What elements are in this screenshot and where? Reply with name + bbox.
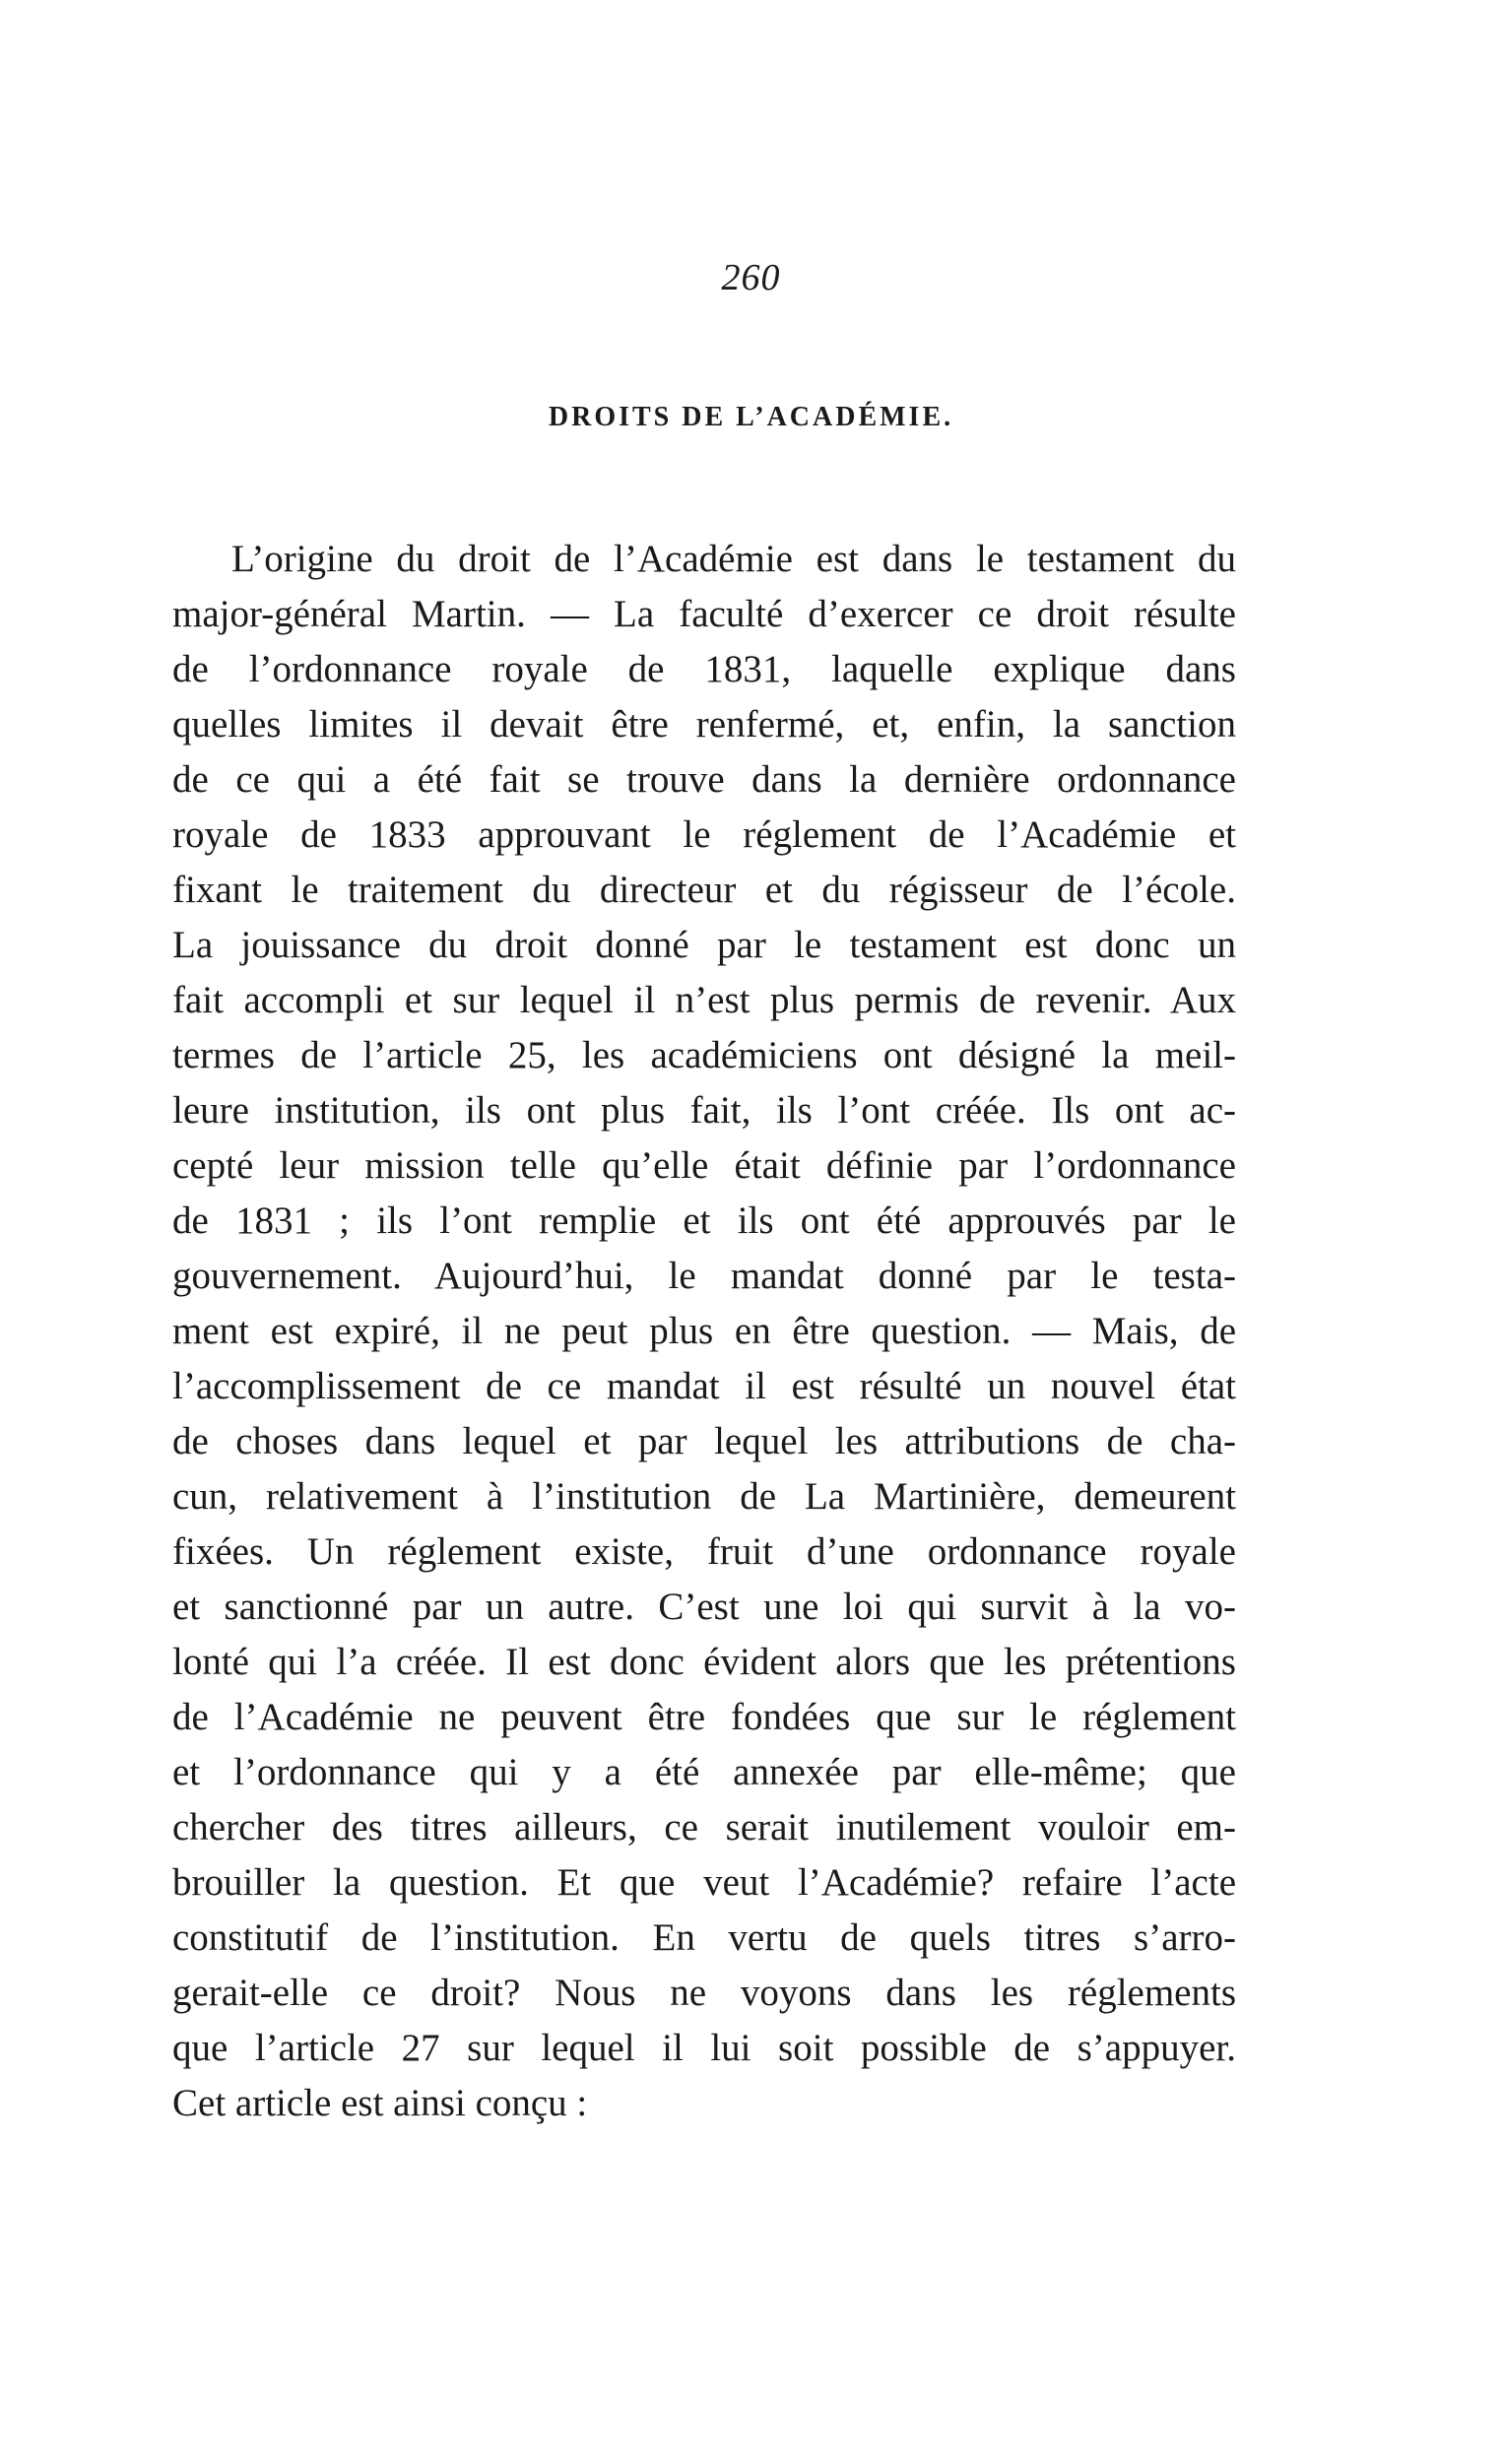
page-number: 260 <box>721 257 781 298</box>
text-line: que l’article 27 sur lequel il lui soit possible de s’appuyer. <box>172 2027 1236 2069</box>
text-line: de ce qui a été fait se trouve dans la dernière ordonnance <box>172 758 1236 801</box>
text-line: cepté leur mission telle qu’elle était définie par l’ordonnance <box>172 1144 1236 1187</box>
text-line: gerait-elle ce droit? Nous ne voyons dans les réglements <box>172 1972 1236 2014</box>
text-line: gouvernement. Aujourd’hui, le mandat donné par le testa- <box>172 1255 1236 1297</box>
text-line: constitutif de l’institution. En vertu de quels titres s’arro- <box>172 1916 1236 1959</box>
text-line: ment est expiré, il ne peut plus en être question. — Mais, de <box>172 1310 1236 1352</box>
text-line: lonté qui l’a créée. Il est donc évident alors que les prétentions <box>172 1641 1236 1683</box>
text-line: fixées. Un réglement existe, fruit d’une ordonnance royale <box>172 1530 1236 1573</box>
text-line: brouiller la question. Et que veut l’Académie? refaire l’acte <box>172 1861 1236 1904</box>
text-line: de l’ordonnance royale de 1831, laquelle explique dans <box>172 648 1236 690</box>
text-line: chercher des titres ailleurs, ce serait inutilement vouloir em- <box>172 1806 1236 1848</box>
text-line: fait accompli et sur lequel il n’est plus permis de revenir. Aux <box>172 979 1236 1021</box>
text-line: fixant le traitement du directeur et du régisseur de l’école. <box>172 869 1236 911</box>
text-line: Cet article est ainsi conçu : <box>172 2082 588 2124</box>
text-line: de choses dans lequel et par lequel les attributions de cha- <box>172 1420 1236 1462</box>
text-line: l’accomplissement de ce mandat il est résulté un nouvel état <box>172 1365 1236 1407</box>
text-line: de l’Académie ne peuvent être fondées que sur le réglement <box>172 1696 1236 1738</box>
body-paragraph <box>172 532 1236 2131</box>
text-line: et sanctionné par un autre. C’est une loi qui survit à la vo- <box>172 1586 1236 1628</box>
text-line: major-général Martin. — La faculté d’exercer ce droit résulte <box>172 593 1236 635</box>
text-line: de 1831 ; ils l’ont remplie et ils ont été approuvés par le <box>172 1200 1236 1242</box>
text-line: leure institution, ils ont plus fait, ils l’ont créée. Ils ont ac- <box>172 1089 1236 1132</box>
text-line: royale de 1833 approuvant le réglement de l’Académie et <box>172 813 1236 856</box>
running-title: DROITS DE L’ACADÉMIE. <box>548 402 954 432</box>
text-line: L’origine du droit de l’Académie est dans le testament du <box>231 538 1236 580</box>
text-line: quelles limites il devait être renfermé, et, enfin, la sanction <box>172 703 1236 746</box>
text-line: cun, relativement à l’institution de La Martinière, demeurent <box>172 1475 1236 1518</box>
text-line: termes de l’article 25, les académiciens ont désigné la meil- <box>172 1034 1236 1076</box>
text-line: La jouissance du droit donné par le testament est donc un <box>172 924 1236 966</box>
text-line: et l’ordonnance qui y a été annexée par elle-même; que <box>172 1751 1236 1793</box>
